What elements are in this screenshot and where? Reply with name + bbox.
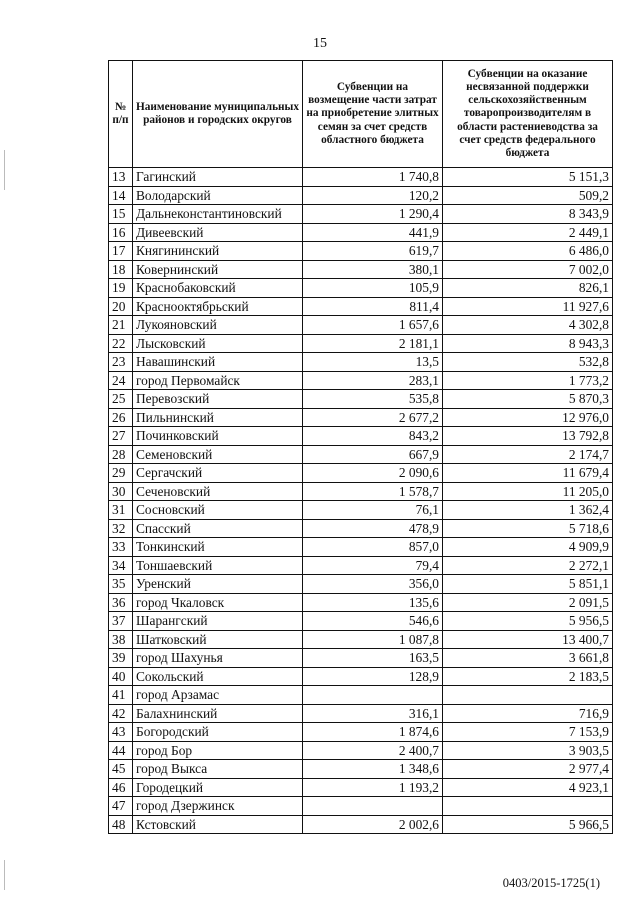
- district-name-cell: Лукояновский: [133, 316, 303, 335]
- district-name-cell: Тонкинский: [133, 538, 303, 557]
- district-name-cell: город Арзамас: [133, 686, 303, 705]
- district-name-cell: Семеновский: [133, 445, 303, 464]
- federal-subsidy-cell: 1 362,4: [443, 501, 613, 520]
- federal-subsidy-cell: [443, 797, 613, 816]
- district-name-cell: Дальнеконстантиновский: [133, 205, 303, 224]
- table-row: [109, 815, 613, 834]
- regional-subsidy-cell: 843,2: [303, 427, 443, 446]
- table-row: [109, 501, 613, 520]
- district-name-cell: Навашинский: [133, 353, 303, 372]
- header-col2: Субвенции на оказание несвязанной поддержки сельскохозяйственным товаропроизводителям в области растениеводства за счет средств федерального бюджета: [443, 61, 613, 168]
- federal-subsidy-cell: 13 792,8: [443, 427, 613, 446]
- row-number-cell: 47: [109, 797, 133, 816]
- federal-subsidy-cell: 3 903,5: [443, 741, 613, 760]
- district-name-cell: Шатковский: [133, 630, 303, 649]
- table-row: [109, 686, 613, 705]
- row-number-cell: 19: [109, 279, 133, 298]
- row-number-cell: 45: [109, 760, 133, 779]
- table-body: [109, 168, 613, 834]
- federal-subsidy-cell: 5 718,6: [443, 519, 613, 538]
- row-number-cell: 21: [109, 316, 133, 335]
- table-row: [109, 741, 613, 760]
- table-row: [109, 649, 613, 668]
- district-name-cell: город Шахунья: [133, 649, 303, 668]
- row-number-cell: 29: [109, 464, 133, 483]
- district-name-cell: Шарангский: [133, 612, 303, 631]
- regional-subsidy-cell: 478,9: [303, 519, 443, 538]
- regional-subsidy-cell: 619,7: [303, 242, 443, 261]
- district-name-cell: Тоншаевский: [133, 556, 303, 575]
- federal-subsidy-cell: 826,1: [443, 279, 613, 298]
- row-number-cell: 41: [109, 686, 133, 705]
- row-number-cell: 23: [109, 353, 133, 372]
- district-name-cell: Сеченовский: [133, 482, 303, 501]
- district-name-cell: Княгининский: [133, 242, 303, 261]
- district-name-cell: Кстовский: [133, 815, 303, 834]
- regional-subsidy-cell: 79,4: [303, 556, 443, 575]
- regional-subsidy-cell: 535,8: [303, 390, 443, 409]
- regional-subsidy-cell: 546,6: [303, 612, 443, 631]
- federal-subsidy-cell: 716,9: [443, 704, 613, 723]
- regional-subsidy-cell: 2 002,6: [303, 815, 443, 834]
- federal-subsidy-cell: 12 976,0: [443, 408, 613, 427]
- row-number-cell: 37: [109, 612, 133, 631]
- table-row: [109, 704, 613, 723]
- regional-subsidy-cell: 163,5: [303, 649, 443, 668]
- federal-subsidy-cell: 4 923,1: [443, 778, 613, 797]
- federal-subsidy-cell: 532,8: [443, 353, 613, 372]
- table-row: [109, 760, 613, 779]
- table-row: [109, 482, 613, 501]
- table-row: [109, 353, 613, 372]
- federal-subsidy-cell: 2 977,4: [443, 760, 613, 779]
- table-row: [109, 575, 613, 594]
- row-number-cell: 33: [109, 538, 133, 557]
- regional-subsidy-cell: 283,1: [303, 371, 443, 390]
- row-number-cell: 32: [109, 519, 133, 538]
- row-number-cell: 25: [109, 390, 133, 409]
- regional-subsidy-cell: 2 677,2: [303, 408, 443, 427]
- federal-subsidy-cell: 4 909,9: [443, 538, 613, 557]
- federal-subsidy-cell: 8 943,3: [443, 334, 613, 353]
- regional-subsidy-cell: 1 087,8: [303, 630, 443, 649]
- federal-subsidy-cell: [443, 686, 613, 705]
- table-row: [109, 334, 613, 353]
- row-number-cell: 27: [109, 427, 133, 446]
- regional-subsidy-cell: 13,5: [303, 353, 443, 372]
- document-code: 0403/2015-1725(1): [502, 876, 600, 890]
- row-number-cell: 18: [109, 260, 133, 279]
- federal-subsidy-cell: 2 183,5: [443, 667, 613, 686]
- district-name-cell: Краснобаковский: [133, 279, 303, 298]
- table-row: [109, 260, 613, 279]
- federal-subsidy-cell: 6 486,0: [443, 242, 613, 261]
- binding-mark: [4, 150, 5, 190]
- federal-subsidy-cell: 11 927,6: [443, 297, 613, 316]
- row-number-cell: 16: [109, 223, 133, 242]
- table-row: [109, 797, 613, 816]
- federal-subsidy-cell: 2 449,1: [443, 223, 613, 242]
- header-col1: Субвенции на возмещение части затрат на приобретение элитных семян за счет средств областного бюджета: [303, 61, 443, 168]
- table-row: [109, 667, 613, 686]
- row-number-cell: 42: [109, 704, 133, 723]
- regional-subsidy-cell: 1 193,2: [303, 778, 443, 797]
- federal-subsidy-cell: 8 343,9: [443, 205, 613, 224]
- regional-subsidy-cell: 2 181,1: [303, 334, 443, 353]
- row-number-cell: 39: [109, 649, 133, 668]
- district-name-cell: Богородский: [133, 723, 303, 742]
- district-name-cell: Ковернинский: [133, 260, 303, 279]
- regional-subsidy-cell: 857,0: [303, 538, 443, 557]
- federal-subsidy-cell: 4 302,8: [443, 316, 613, 335]
- federal-subsidy-cell: 509,2: [443, 186, 613, 205]
- row-number-cell: 26: [109, 408, 133, 427]
- regional-subsidy-cell: 1 657,6: [303, 316, 443, 335]
- table-row: [109, 316, 613, 335]
- table-row: [109, 630, 613, 649]
- header-name: Наименование муниципальных районов и городских округов: [133, 61, 303, 168]
- row-number-cell: 44: [109, 741, 133, 760]
- district-name-cell: Перевозский: [133, 390, 303, 409]
- table-row: [109, 556, 613, 575]
- table-row: [109, 538, 613, 557]
- regional-subsidy-cell: 811,4: [303, 297, 443, 316]
- regional-subsidy-cell: 2 400,7: [303, 741, 443, 760]
- row-number-cell: 38: [109, 630, 133, 649]
- regional-subsidy-cell: 1 740,8: [303, 168, 443, 187]
- table-row: [109, 186, 613, 205]
- federal-subsidy-cell: 2 272,1: [443, 556, 613, 575]
- district-name-cell: Уренский: [133, 575, 303, 594]
- district-name-cell: город Бор: [133, 741, 303, 760]
- row-number-cell: 17: [109, 242, 133, 261]
- district-name-cell: Сокольский: [133, 667, 303, 686]
- table-row: [109, 205, 613, 224]
- regional-subsidy-cell: 2 090,6: [303, 464, 443, 483]
- federal-subsidy-cell: 5 851,1: [443, 575, 613, 594]
- district-name-cell: город Выкса: [133, 760, 303, 779]
- federal-subsidy-cell: 5 966,5: [443, 815, 613, 834]
- regional-subsidy-cell: 105,9: [303, 279, 443, 298]
- regional-subsidy-cell: 1 290,4: [303, 205, 443, 224]
- regional-subsidy-cell: 135,6: [303, 593, 443, 612]
- row-number-cell: 15: [109, 205, 133, 224]
- federal-subsidy-cell: 7 153,9: [443, 723, 613, 742]
- row-number-cell: 43: [109, 723, 133, 742]
- row-number-cell: 20: [109, 297, 133, 316]
- table-row: [109, 519, 613, 538]
- row-number-cell: 31: [109, 501, 133, 520]
- row-number-cell: 48: [109, 815, 133, 834]
- row-number-cell: 13: [109, 168, 133, 187]
- row-number-cell: 40: [109, 667, 133, 686]
- table-header: [109, 61, 613, 168]
- table-row: [109, 297, 613, 316]
- district-name-cell: Спасский: [133, 519, 303, 538]
- federal-subsidy-cell: 11 679,4: [443, 464, 613, 483]
- district-name-cell: Сосновский: [133, 501, 303, 520]
- federal-subsidy-cell: 1 773,2: [443, 371, 613, 390]
- regional-subsidy-cell: 380,1: [303, 260, 443, 279]
- table-row: [109, 390, 613, 409]
- district-name-cell: город Первомайск: [133, 371, 303, 390]
- table-row: [109, 168, 613, 187]
- row-number-cell: 22: [109, 334, 133, 353]
- regional-subsidy-cell: 1 874,6: [303, 723, 443, 742]
- federal-subsidy-cell: 7 002,0: [443, 260, 613, 279]
- table-row: [109, 223, 613, 242]
- federal-subsidy-cell: 2 174,7: [443, 445, 613, 464]
- federal-subsidy-cell: 5 870,3: [443, 390, 613, 409]
- table-row: [109, 612, 613, 631]
- table-row: [109, 723, 613, 742]
- district-name-cell: Дивеевский: [133, 223, 303, 242]
- binding-mark: [4, 860, 5, 890]
- regional-subsidy-cell: 356,0: [303, 575, 443, 594]
- federal-subsidy-cell: 5 151,3: [443, 168, 613, 187]
- page-number: 15: [313, 36, 327, 51]
- district-name-cell: Краснооктябрьский: [133, 297, 303, 316]
- table-row: [109, 778, 613, 797]
- header-row: [109, 61, 613, 168]
- district-name-cell: город Дзержинск: [133, 797, 303, 816]
- regional-subsidy-cell: 120,2: [303, 186, 443, 205]
- table-row: [109, 445, 613, 464]
- regional-subsidy-cell: 441,9: [303, 223, 443, 242]
- federal-subsidy-cell: 3 661,8: [443, 649, 613, 668]
- district-name-cell: Городецкий: [133, 778, 303, 797]
- district-name-cell: Лысковский: [133, 334, 303, 353]
- table-row: [109, 593, 613, 612]
- table-row: [109, 279, 613, 298]
- row-number-cell: 28: [109, 445, 133, 464]
- district-name-cell: Починковский: [133, 427, 303, 446]
- regional-subsidy-cell: 316,1: [303, 704, 443, 723]
- regional-subsidy-cell: 128,9: [303, 667, 443, 686]
- table-row: [109, 464, 613, 483]
- table-row: [109, 408, 613, 427]
- district-name-cell: Пильнинский: [133, 408, 303, 427]
- row-number-cell: 36: [109, 593, 133, 612]
- federal-subsidy-cell: 11 205,0: [443, 482, 613, 501]
- district-name-cell: город Чкаловск: [133, 593, 303, 612]
- district-name-cell: Гагинский: [133, 168, 303, 187]
- federal-subsidy-cell: 5 956,5: [443, 612, 613, 631]
- federal-subsidy-cell: 13 400,7: [443, 630, 613, 649]
- district-name-cell: Володарский: [133, 186, 303, 205]
- row-number-cell: 24: [109, 371, 133, 390]
- federal-subsidy-cell: 2 091,5: [443, 593, 613, 612]
- row-number-cell: 14: [109, 186, 133, 205]
- row-number-cell: 35: [109, 575, 133, 594]
- header-num: № п/п: [109, 61, 133, 168]
- table-row: [109, 427, 613, 446]
- district-name-cell: Балахнинский: [133, 704, 303, 723]
- regional-subsidy-cell: 76,1: [303, 501, 443, 520]
- row-number-cell: 30: [109, 482, 133, 501]
- table-row: [109, 371, 613, 390]
- regional-subsidy-cell: 667,9: [303, 445, 443, 464]
- subsidies-table: [108, 60, 613, 834]
- regional-subsidy-cell: 1 348,6: [303, 760, 443, 779]
- district-name-cell: Сергачский: [133, 464, 303, 483]
- row-number-cell: 34: [109, 556, 133, 575]
- regional-subsidy-cell: [303, 797, 443, 816]
- table-row: [109, 242, 613, 261]
- regional-subsidy-cell: [303, 686, 443, 705]
- row-number-cell: 46: [109, 778, 133, 797]
- regional-subsidy-cell: 1 578,7: [303, 482, 443, 501]
